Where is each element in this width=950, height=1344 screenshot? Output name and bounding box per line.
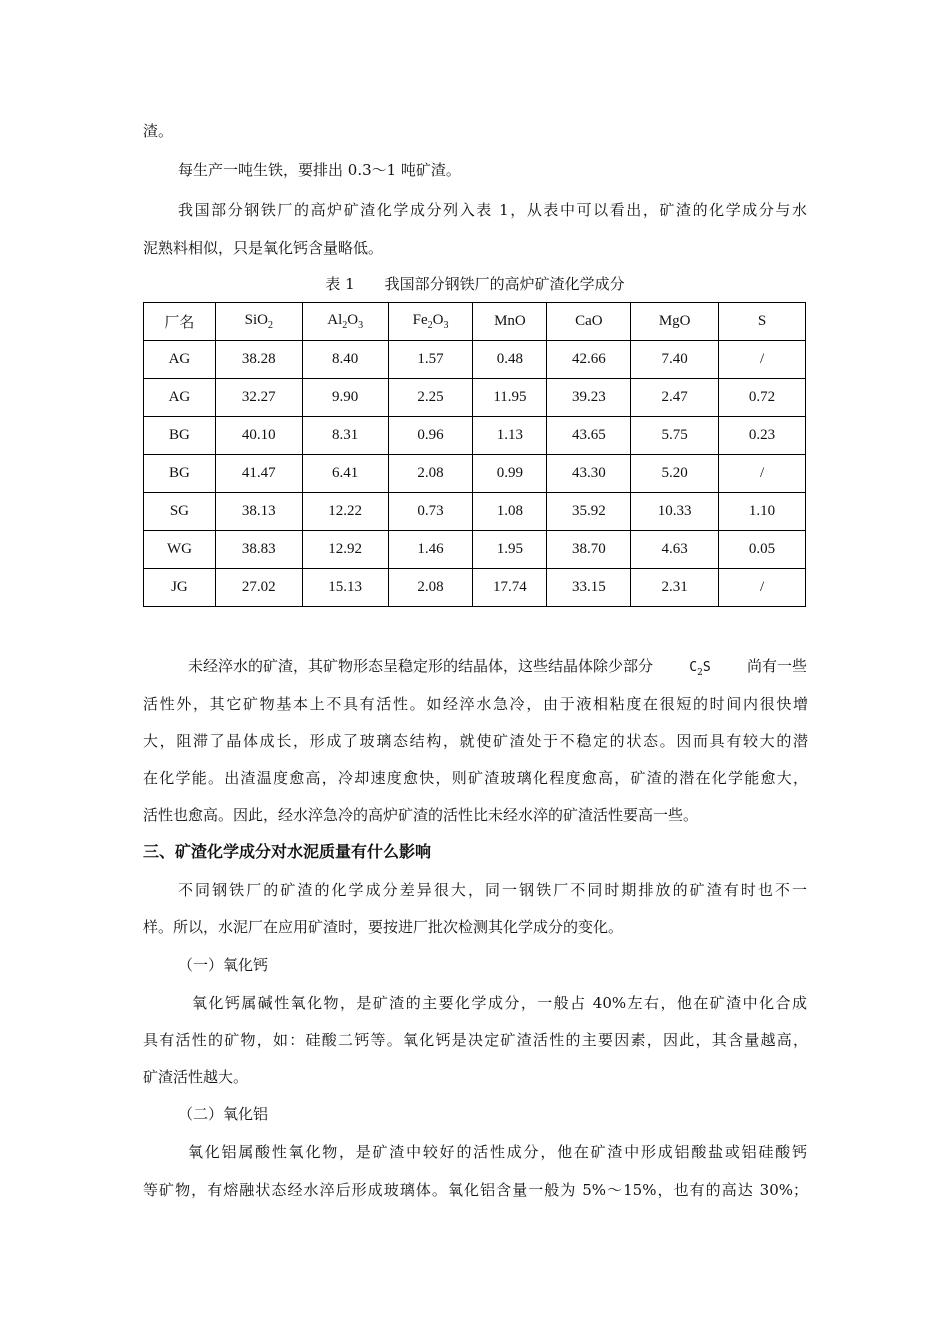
table-cell: 17.74 — [473, 569, 547, 607]
table-row — [144, 493, 806, 531]
table-cell: BG — [144, 417, 216, 455]
text-line: 渣。 — [143, 122, 174, 140]
header-sio2-base: SiO — [244, 312, 268, 328]
table-header-row — [144, 303, 806, 341]
table-cell: 43.65 — [547, 417, 631, 455]
text-line: 活性也愈高。因此，经水淬急冷的高炉矿渣的活性比未经水淬的矿渣活性要高一些。 — [143, 806, 699, 824]
table-row — [144, 341, 806, 379]
header-fe2o3-s1: 2 — [427, 320, 433, 331]
table-cell: 35.92 — [547, 493, 631, 531]
header-fe2o3-b: O — [432, 312, 444, 328]
header-mno: MnO — [473, 303, 547, 341]
table-cell: 7.40 — [631, 341, 719, 379]
subsection-heading: （二）氧化铝 — [178, 1105, 269, 1123]
table-cell: 32.27 — [215, 379, 302, 417]
table-cell: BG — [144, 455, 216, 493]
table-cell: WG — [144, 531, 216, 569]
text-line: 不同钢铁厂的矿渣的化学成分差异很大，同一钢铁厂不同时期排放的矿渣有时也不一 — [178, 881, 807, 899]
table-cell: 10.33 — [631, 493, 719, 531]
text-line: 在化学能。出渣温度愈高，冷却速度愈快，则矿渣玻璃化程度愈高，矿渣的潜在化学能愈大， — [143, 769, 808, 787]
text-line: 具有活性的矿物，如：硅酸二钙等。氧化钙是决定矿渣活性的主要因素，因此，其含量越高， — [143, 1031, 808, 1049]
table-cell: 4.63 — [631, 531, 719, 569]
table-cell: 2.25 — [388, 379, 473, 417]
formula-c: C — [689, 660, 698, 675]
table-cell: 0.23 — [719, 417, 806, 455]
table-cell: AG — [144, 379, 216, 417]
table-cell: 1.95 — [473, 531, 547, 569]
header-cao: CaO — [547, 303, 631, 341]
text-line: 大，阻滞了晶体成长，形成了玻璃态结构，就使矿渣处于不稳定的状态。因而具有较大的潜 — [143, 732, 808, 750]
table-cell: 38.70 — [547, 531, 631, 569]
text-line: 氧化钙属碱性氧化物，是矿渣的主要化学成分，一般占 40%左右，他在矿渣中化合成 — [192, 994, 807, 1012]
table-cell: 12.92 — [302, 531, 388, 569]
table-cell: AG — [144, 341, 216, 379]
table-cell: 8.31 — [302, 417, 388, 455]
header-al2o3-s2: 3 — [358, 320, 364, 331]
table-cell: 0.05 — [719, 531, 806, 569]
text-line: 氧化铝属酸性氧化物，是矿渣中较好的活性成分，他在矿渣中形成铝酸盐或铝硅酸钙 — [188, 1143, 807, 1161]
table-cell: 40.10 — [215, 417, 302, 455]
table-cell: 27.02 — [215, 569, 302, 607]
header-factory: 厂名 — [144, 303, 216, 341]
table-cell: 38.28 — [215, 341, 302, 379]
table-cell: 1.13 — [473, 417, 547, 455]
table-cell: 15.13 — [302, 569, 388, 607]
table-cell: 0.96 — [388, 417, 473, 455]
table-cell: 42.66 — [547, 341, 631, 379]
table-cell: 8.40 — [302, 341, 388, 379]
table-caption: 表 1 我国部分钢铁厂的高炉矿渣化学成分 — [325, 275, 625, 293]
text-line: 每生产一吨生铁，要排出 0.3～1 吨矿渣。 — [178, 161, 461, 179]
table-cell: 6.41 — [302, 455, 388, 493]
header-mgo: MgO — [631, 303, 719, 341]
table-cell: JG — [144, 569, 216, 607]
table-cell: 5.75 — [631, 417, 719, 455]
header-sio2-sub: 2 — [267, 320, 273, 331]
formula-sub: 2 — [697, 668, 703, 678]
table-cell: 41.47 — [215, 455, 302, 493]
text-segment: 尚有一些 — [742, 657, 807, 675]
table-cell: 1.08 — [473, 493, 547, 531]
text-line: 样。所以，水泥厂在应用矿渣时，要按进厂批次检测其化学成分的变化。 — [143, 918, 624, 936]
table-cell: 0.72 — [719, 379, 806, 417]
table-row — [144, 455, 806, 493]
header-al2o3-a: Al — [327, 312, 343, 328]
formula-s: S — [702, 660, 711, 675]
table-cell: 2.08 — [388, 455, 473, 493]
table-cell: 12.22 — [302, 493, 388, 531]
text-line: 等矿物，有熔融状态经水淬后形成玻璃体。氧化铝含量一般为 5%～15%，也有的高达 30%； — [143, 1181, 808, 1199]
section-heading: 三、矿渣化学成分对水泥质量有什么影响 — [143, 842, 432, 861]
header-fe2o3-a: Fe — [412, 312, 428, 328]
text-line: 矿渣活性越大。 — [143, 1068, 249, 1086]
header-al2o3-s1: 2 — [342, 320, 348, 331]
table-cell: 5.20 — [631, 455, 719, 493]
table-cell: 39.23 — [547, 379, 631, 417]
composition-table — [143, 302, 806, 607]
text-segment: 未经淬水的矿渣，其矿物形态呈稳定形的结晶体，这些结晶体除少部分 — [188, 657, 658, 675]
table-row — [144, 417, 806, 455]
table-cell: / — [719, 455, 806, 493]
table-cell: 2.47 — [631, 379, 719, 417]
table-cell: 2.31 — [631, 569, 719, 607]
table-cell: 1.57 — [388, 341, 473, 379]
header-sio2 — [215, 303, 302, 341]
text-line: 我国部分钢铁厂的高炉矿渣化学成分列入表 1，从表中可以看出，矿渣的化学成分与水 — [178, 201, 807, 219]
table-cell: 38.13 — [215, 493, 302, 531]
table-cell: 1.46 — [388, 531, 473, 569]
table-cell: 9.90 — [302, 379, 388, 417]
table-cell: 0.99 — [473, 455, 547, 493]
table-cell: 38.83 — [215, 531, 302, 569]
table-cell: / — [719, 569, 806, 607]
subsection-heading: （一）氧化钙 — [178, 956, 269, 974]
header-al2o3 — [302, 303, 388, 341]
table-row — [144, 531, 806, 569]
table-cell: 11.95 — [473, 379, 547, 417]
header-al2o3-b: O — [347, 312, 359, 328]
table-cell: 0.48 — [473, 341, 547, 379]
table-cell: 0.73 — [388, 493, 473, 531]
table-cell: 1.10 — [719, 493, 806, 531]
header-s: S — [719, 303, 806, 341]
table-cell: 43.30 — [547, 455, 631, 493]
table-row — [144, 379, 806, 417]
table-cell: SG — [144, 493, 216, 531]
header-fe2o3-s2: 3 — [443, 320, 449, 331]
table-row — [144, 569, 806, 607]
text-line: 泥熟料相似，只是氧化钙含量略低。 — [143, 239, 384, 257]
text-line — [188, 656, 807, 683]
table-cell: 2.08 — [388, 569, 473, 607]
header-fe2o3 — [388, 303, 473, 341]
text-line: 活性外，其它矿物基本上不具有活性。如经淬水急冷，由于液相粘度在很短的时间内很快增 — [143, 695, 808, 713]
table-cell: 33.15 — [547, 569, 631, 607]
formula-c2s — [689, 656, 710, 683]
table-cell: / — [719, 341, 806, 379]
